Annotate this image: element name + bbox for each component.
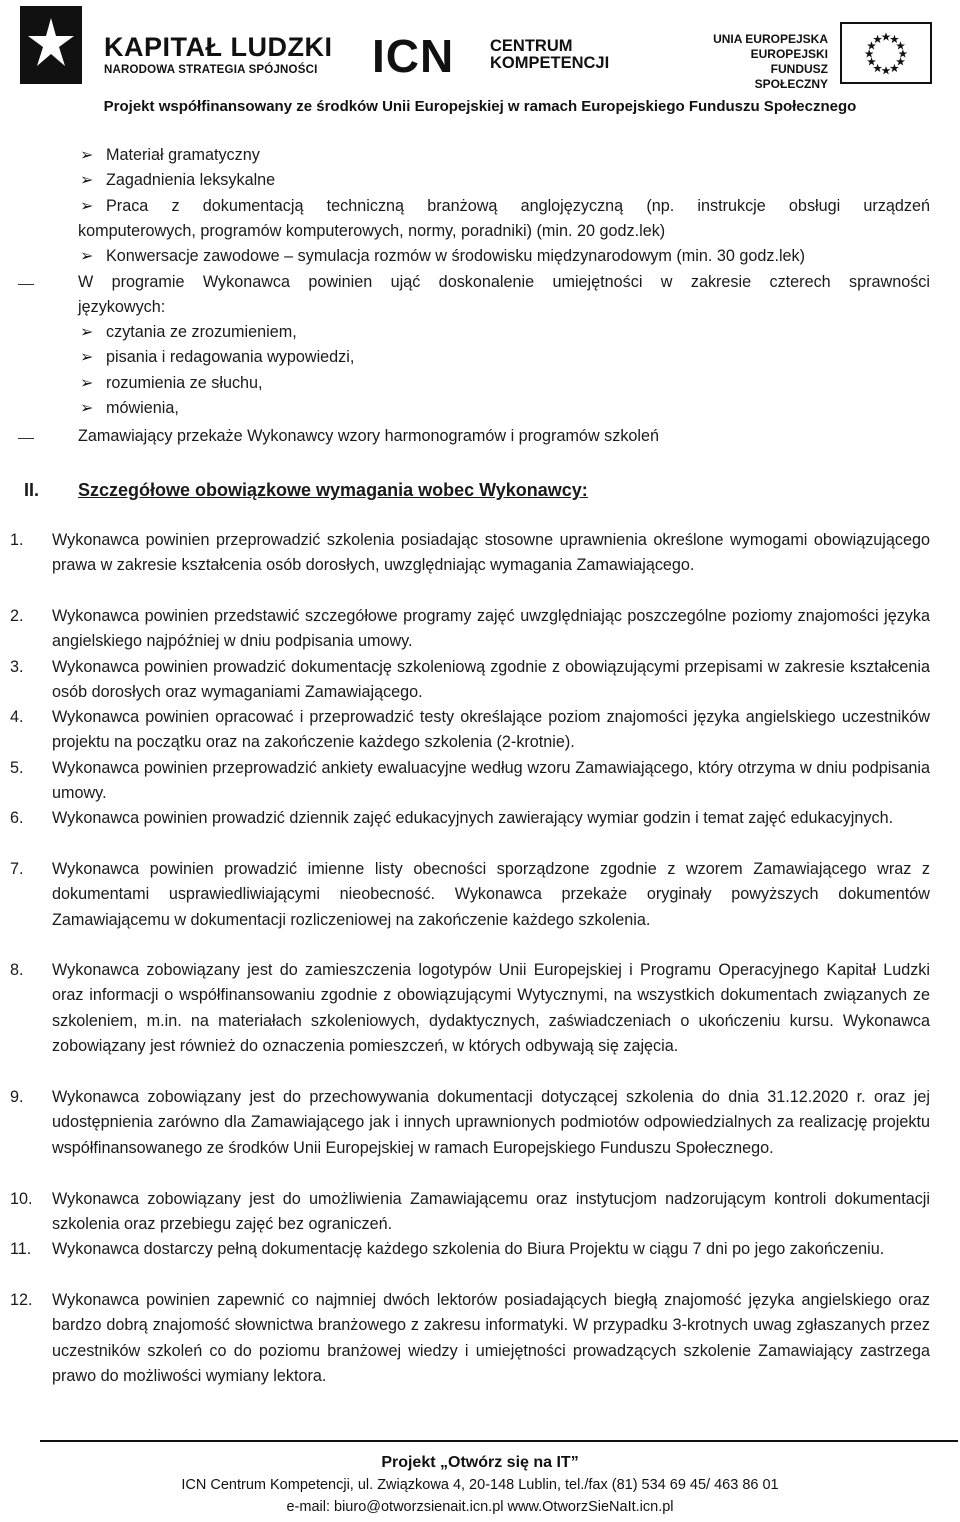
footer-contact: e-mail: biuro@otworzsienait.icn.pl www.OtworzSieNaIt.icn.pl <box>286 1499 674 1515</box>
list-item-text: czytania ze zrozumieniem, <box>106 323 297 341</box>
list-item-text: Zagadnienia leksykalne <box>106 171 276 189</box>
footer-project: Projekt „Otwórz się na IT” <box>381 1454 579 1471</box>
kapital-ludzki-star-logo <box>16 4 86 86</box>
eu-line-3: FUNDUSZ SPOŁECZNY <box>754 62 828 91</box>
document-header <box>0 0 960 115</box>
eu-line-1: UNIA EUROPEJSKA <box>713 32 828 46</box>
item-number: 7. <box>10 860 24 878</box>
paragraph: W programie Wykonawca powinien ująć doskonalenie umiejętności w zakresie czterech sprawności <box>78 273 930 291</box>
dash-bullet <box>18 438 34 439</box>
item-text: Wykonawca powinien prowadzić dokumentację szkoleniową zgodnie z obowiązującymi przepisami w zakresie kształcenia osób dorosłych oraz wymaganiami Zamawiającego. <box>52 658 930 702</box>
arrow-bullet-icon: ➢ <box>80 171 94 189</box>
kapital-ludzki-subtitle: NARODOWA STRATEGIA SPÓJNOŚCI <box>104 64 318 76</box>
dash-bullet <box>18 284 34 285</box>
item-text: Wykonawca powinien opracować i przeprowadzić testy określające poziom znajomości języka angielskiego uczestników projektu na początku oraz na zakończenie każdego szkolenia (2-krotnie). <box>52 708 930 752</box>
list-item-text: Konwersacje zawodowe – symulacja rozmów w środowisku międzynarodowym (min. 30 godz.lek) <box>106 247 806 265</box>
icn-logo-subtitle <box>490 38 609 72</box>
item-text: Wykonawca powinien prowadzić dziennik zajęć edukacyjnych zawierający wymiar godzin i temat zajęć edukacyjnych. <box>52 809 894 827</box>
item-text: Wykonawca zobowiązany jest do umożliwienia Zamawiającemu oraz instytucjom nadzorującym kontroli dokumentacji szkolenia oraz przebiegu zajęć bez ograniczeń. <box>52 1190 930 1234</box>
item-text: Wykonawca zobowiązany jest do zamieszczenia logotypów Unii Europejskiej i Programu Operacyjnego Kapitał Ludzki oraz informacji o współfinansowaniu zgodnie z obowiązującymi Wytycznymi, na wszystkich dokumentach związanych ze szkoleniem, m.in. na materiałach szkoleniowych, dydaktycznych, zaświadczeniach o ukończeniu kursu. Wykonawca zobowiązany jest również do oznaczenia pomieszczeń, w których odbywają się zajęcia. <box>52 961 930 1056</box>
item-number: 4. <box>10 708 24 726</box>
paragraph: Zamawiający przekaże Wykonawcy wzory harmonogramów i programów szkoleń <box>78 427 660 445</box>
item-text: Wykonawca powinien zapewnić co najmniej dwóch lektorów posiadających biegłą znajomość języka angielskiego oraz bardzo dobrą znajomość słownictwa branżowego z zakresu informatyki. W przypadku 3-krotnych uwag zgłaszanych przez uczestników szkoleń co do poziomu branżowej wiedzy i umiejętności prowadzących szkolenie Zamawiający zastrzega prawo do możliwości wymiany lektora. <box>52 1291 930 1386</box>
section-title: Szczegółowe obowiązkowe wymagania wobec Wykonawcy: <box>78 480 588 500</box>
paragraph-continuation: językowych: <box>78 298 166 316</box>
item-number: 6. <box>10 809 24 827</box>
item-number: 8. <box>10 961 24 979</box>
arrow-bullet-icon: ➢ <box>80 323 94 341</box>
item-number: 9. <box>10 1088 24 1106</box>
item-number: 1. <box>10 531 24 549</box>
list-item-text: Praca z dokumentacją techniczną branżową anglojęzyczną (np. instrukcje obsługi urządzeń <box>106 197 930 215</box>
list-item-text: mówienia, <box>106 399 179 417</box>
icn-logo: ICN <box>372 30 455 82</box>
eu-line-2: EUROPEJSKI <box>750 47 828 61</box>
icn-sub-line-1: CENTRUM <box>490 37 573 55</box>
item-text: Wykonawca powinien prowadzić imienne listy obecności sporządzone zgodnie z wzorem Zamawiającego wraz z dokumentami usprawiedliwiającymi nieobecność. Wykonawca przekaże oryginały powyższych dokumentów Zamawiającemu w dokumentacji rozliczeniowej na zakończenie każdego szkolenia. <box>52 860 930 929</box>
item-number: 5. <box>10 759 24 777</box>
icn-sub-line-2: KOMPETENCJI <box>490 54 610 72</box>
eu-flag-icon <box>840 22 932 84</box>
item-number: 3. <box>10 658 24 676</box>
item-text: Wykonawca powinien przedstawić szczegółowe programy zajęć uwzględniając poszczególne poziomy znajomości języka angielskiego najpóźniej w dniu podpisania umowy. <box>52 607 930 651</box>
item-text: Wykonawca zobowiązany jest do przechowywania dokumentacji dotyczącej szkolenia do dnia 31.12.2020 r. oraz jej udostępnienia zarówno dla Zamawiającego jak i innych uprawnionych podmiotów odpowiedzialnych za realizację projektu współfinansowanego ze środków Unii Europejskiej w ramach Europejskiego Funduszu Społecznego. <box>52 1088 930 1157</box>
kapital-ludzki-title: KAPITAŁ LUDZKI <box>104 32 333 62</box>
list-item-continuation: komputerowych, programów komputerowych, normy, poradniki) (min. 20 godz.lek) <box>78 222 666 240</box>
document-footer <box>0 1452 960 1518</box>
list-item-text: Materiał gramatyczny <box>106 146 260 164</box>
item-number: 12. <box>10 1291 33 1309</box>
item-number: 11. <box>10 1240 32 1258</box>
eu-text <box>702 32 828 92</box>
arrow-bullet-icon: ➢ <box>80 247 94 265</box>
item-text: Wykonawca dostarczy pełną dokumentację każdego szkolenia do Biura Projektu w ciągu 7 dni po jego zakończeniu. <box>52 1240 885 1258</box>
footer-divider <box>40 1440 958 1442</box>
item-number: 2. <box>10 607 24 625</box>
arrow-bullet-icon: ➢ <box>80 348 94 366</box>
arrow-bullet-icon: ➢ <box>80 399 94 417</box>
list-item-text: pisania i redagowania wypowiedzi, <box>106 348 355 366</box>
arrow-bullet-icon: ➢ <box>80 146 94 164</box>
item-text: Wykonawca powinien przeprowadzić ankiety ewaluacyjne według wzoru Zamawiającego, który otrzyma w dniu podpisania umowy. <box>52 759 930 803</box>
list-item-text: rozumienia ze słuchu, <box>106 374 263 392</box>
cofinancing-note: Projekt współfinansowany ze środków Unii Europejskiej w ramach Europejskiego Funduszu Społecznego <box>103 98 857 115</box>
section-number: II. <box>24 480 40 500</box>
footer-address: ICN Centrum Kompetencji, ul. Związkowa 4, 20-148 Lublin, tel./fax (81) 534 69 45/ 463 86 01 <box>181 1477 779 1493</box>
item-number: 10. <box>10 1190 33 1208</box>
item-text: Wykonawca powinien przeprowadzić szkolenia posiadając stosowne uprawnienia określone wymogami obowiązującego prawa w zakresie kształcenia osób dorosłych, uwzględniając wymagania Zamawiającego. <box>52 531 930 575</box>
arrow-bullet-icon: ➢ <box>80 374 94 392</box>
arrow-bullet-icon: ➢ <box>80 197 94 215</box>
